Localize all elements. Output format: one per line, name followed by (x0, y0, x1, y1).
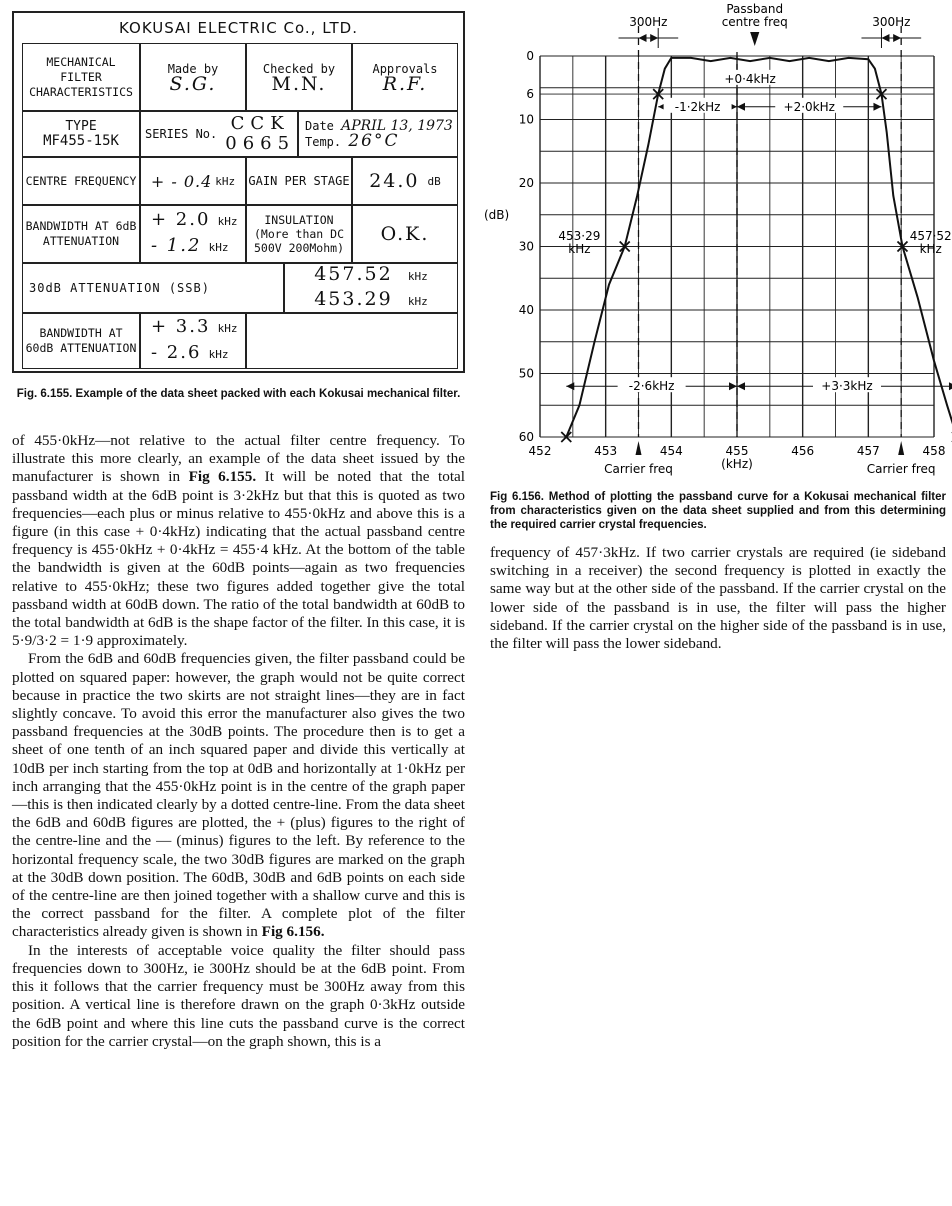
passband-centre-arrow (750, 32, 759, 46)
att30-cell (284, 263, 458, 313)
approvals-cell (352, 43, 458, 111)
bw60-unit-2: kHz (208, 348, 229, 361)
gain-unit: dB (427, 174, 441, 188)
bw60-empty-cell (246, 313, 458, 369)
insulation-value: O.K. (352, 205, 458, 263)
x-tick-label: 455 (725, 444, 749, 458)
bw6-right-span-arrow (873, 103, 881, 111)
paragraph-1-a: of 455·0kHz—not relative to the actual filter centre frequency. To illustrate this more clearly, an example of the data sheet issued by the manufacturer is shown in (12, 432, 465, 486)
made-by-value: S.G. (169, 73, 217, 95)
bw60-label: BANDWIDTH AT 60dB ATTENUATION (22, 313, 140, 369)
x-tick-label: 453 (594, 444, 618, 458)
paragraph-1-b: It will be noted that the total passband width at the 6dB point is 3·2kHz but that this is quoted as two frequencies—each plus or minus relative to 455·0kHz and above this is a figure (in this case + 0·4kHz) indicating that the actual passband centre frequency is 455·0kHz + 0·4kHz = 455·4 kHz. At the bottom of the table the bandwidth is given at the 60dB points—again as two frequencies relative to 455·0kHz; these two figures added together give the total passband width at 60dB down. The ratio of the total bandwidth at 60dB to the total bandwidth at 6dB is the shape factor of the filter. In this case, it is 5·9/3·2 = 1·9 approximately. (12, 468, 465, 650)
bw6-plus: + 2.0 (151, 209, 211, 230)
bw60-cell (140, 313, 246, 369)
arrow-300hz-head (639, 34, 647, 42)
bw60-minus: - 2.6 (151, 342, 202, 363)
bw60-plus: + 3.3 (151, 316, 211, 337)
label-300hz-left: 300Hz (629, 15, 668, 29)
checked-by-label: Checked by (262, 62, 336, 76)
f30-left-unit: kHz (568, 242, 591, 257)
y-tick-label: 30 (518, 239, 534, 254)
arrow-300hz-head (881, 34, 889, 42)
att30-val-2: 453.29 (314, 288, 393, 310)
paragraph-1 (12, 432, 465, 650)
arrow-300hz-head (650, 34, 658, 42)
label-passband: Passband (726, 2, 784, 16)
att30-val-1: 457.52 (314, 263, 393, 285)
paragraph-2-a: From the 6dB and 60dB frequencies given, the filter passband could be plotted on squared paper: however, the graph would not be quite correct because in practice the two skirts are not straight lines—they are in fact slightly concave. To avoid this error the manufacturer also gives the two passband frequencies at the 30dB points. The procedure then is to get a sheet of one tenth of an inch squared paper and divide this vertically at 10dB per inch starting from the top at 0dB and horizontally at 1·0kHz per inch arranging that the 455·0kHz point is in the centre of the graph paper—this is then indicated clearly by a dotted centre-line. From the data sheet the 6dB and 60dB figures are plotted, the + (plus) figures to the right of the centre-line and the — (minus) figures to the left. By reference to the horizontal frequency scale, the two 30dB figures are marked on the graph at the 30dB down position. The 60dB, 30dB and 6dB points on each side of the centre-line are then joined together with a shallow curve and this is the correct passband for the filter. A complete plot of the filter characteristics already given is shown in (12, 650, 465, 941)
type-label: TYPE (65, 119, 97, 134)
type-cell (22, 111, 140, 157)
paragraph-2 (12, 650, 465, 941)
approvals-value: R.F. (382, 73, 428, 95)
series-value-1: CCK (230, 113, 290, 134)
date-value: APRIL 13, 1973 (341, 117, 453, 134)
label-centre-freq: centre freq (721, 15, 788, 29)
fig-6-156-ref: Fig 6.156. (261, 923, 325, 941)
data-sheet (12, 11, 465, 373)
y-tick-label: 6 (526, 87, 534, 102)
bw60-left-span-label: -2·6kHz (628, 379, 675, 394)
type-value: MF455-15K (43, 133, 119, 149)
x-tick-label: 457 (856, 444, 880, 458)
bw6-right-span-arrow (737, 103, 745, 111)
carrier-freq-label: Carrier freq (866, 462, 936, 476)
gain-per-stage-label: GAIN PER STAGE (246, 157, 352, 205)
att30-unit-2: kHz (407, 295, 428, 308)
bw60-left-span-arrow (729, 382, 737, 390)
bw6-unit: kHz (217, 215, 238, 228)
checked-by-cell (246, 43, 352, 111)
y-tick-label: 0 (526, 49, 534, 63)
paragraph-4: frequency of 457·3kHz. If two carrier crystals are required (ie sideband switching in a receiver) the second frequency is plotted in exactly the same way but at the other side of the passband. If the carrier crystal on the lower side of the passband is in use, the filter will pass the higher sideband. If the carrier crystal on the higher side of the passband is in use, the filter will pass the lower sideband. (490, 544, 946, 653)
carrier-freq-label: Carrier freq (604, 462, 673, 476)
x-tick-label: 456 (791, 444, 815, 458)
made-by-label: Made by (167, 62, 219, 76)
sheet-company-title: KOKUSAI ELECTRIC Co., LTD. (119, 19, 358, 37)
series-cell (140, 111, 298, 157)
made-by-cell (140, 43, 246, 111)
checked-by-value: M.N. (271, 73, 327, 95)
x-tick-label: 454 (659, 444, 683, 458)
bw60-right-span-arrow (737, 382, 745, 390)
y-tick-label: 10 (518, 112, 534, 127)
att30-unit-1: kHz (407, 270, 428, 283)
bw60-left-span-arrow (566, 382, 574, 390)
x-tick-label: 452 (528, 444, 552, 458)
bw6-unit-2: kHz (208, 241, 229, 254)
bw60-unit: kHz (217, 322, 238, 335)
arrow-300hz-head (893, 34, 901, 42)
approvals-label: Approvals (372, 62, 438, 76)
centre-freq-unit: kHz (215, 174, 236, 188)
bw6-label: BANDWIDTH AT 6dB ATTENUATION (22, 205, 140, 263)
bw6-cell (140, 205, 246, 263)
y-tick-label: 50 (518, 366, 534, 381)
gain-cell (352, 157, 458, 205)
right-column-text (490, 544, 946, 653)
left-column-text (12, 432, 465, 1051)
bw60-right-span-label: +3·3kHz (821, 379, 873, 394)
series-label: SERIES No. (145, 126, 218, 141)
date-temp-cell (298, 111, 458, 157)
carrier-arrow (636, 441, 642, 455)
passband-chart (478, 0, 952, 488)
bw6-right-span-label: +2·0kHz (783, 99, 835, 114)
gain-value: 24.0 (369, 169, 420, 192)
series-value-2: 0665 (225, 133, 296, 154)
offset-span-label: +0·4kHz (724, 71, 776, 86)
figure-6-155-caption: Fig. 6.155. Example of the data sheet packed with each Kokusai mechanical filter. (16, 388, 461, 400)
x-unit-label: (kHz) (721, 457, 753, 471)
date-label: Date (305, 118, 334, 133)
y-tick-label: 40 (518, 303, 534, 317)
f30-right-value: 457·52 (909, 229, 952, 244)
centre-freq-label: CENTRE FREQUENCY (22, 157, 140, 205)
y-tick-label: 20 (518, 176, 534, 190)
carrier-arrow (898, 441, 904, 455)
bw6-minus: - 1.2 (151, 235, 202, 256)
att30-label: 30dB ATTENUATION (SSB) (22, 263, 284, 313)
temp-label: Temp. (305, 134, 342, 149)
bw6-left-span-label: -1·2kHz (674, 99, 721, 114)
y-tick-label: 60 (518, 430, 534, 444)
f30-left-value: 453·29 (558, 229, 601, 244)
paragraph-3: In the interests of acceptable voice quality the filter should pass frequencies down to 300Hz, ie 300Hz should be at the 6dB point. From this it follows that the carrier frequency must be 300Hz away from this position. A vertical line is therefore drawn on the graph 0·3kHz outside the 6dB point and where this line cuts the passband curve is the correct position for the carrier crystal—on the graph shown, this is a (12, 941, 465, 1050)
centre-freq-cell (140, 157, 246, 205)
fig-6-155-ref: Fig 6.155. (188, 468, 257, 486)
y-unit-label: (dB) (484, 207, 510, 222)
temp-value: 26°C (348, 130, 400, 151)
figure-6-156-caption: Fig 6.156. Method of plotting the passband curve for a Kokusai mechanical filter from characteristics given on the data sheet supplied and from this determining the required carrier crystal frequencies. (490, 491, 946, 531)
mech-filter-label: MECHANICAL FILTER CHARACTERISTICS (22, 43, 140, 111)
f30-right-unit: kHz (919, 242, 942, 257)
insulation-label: INSULATION (More than DC 500V 200Mohm) (246, 205, 352, 263)
centre-freq-value: + - 0.4 (150, 171, 213, 191)
x-tick-label: 458 (922, 444, 946, 458)
label-300hz-right: 300Hz (872, 15, 911, 29)
